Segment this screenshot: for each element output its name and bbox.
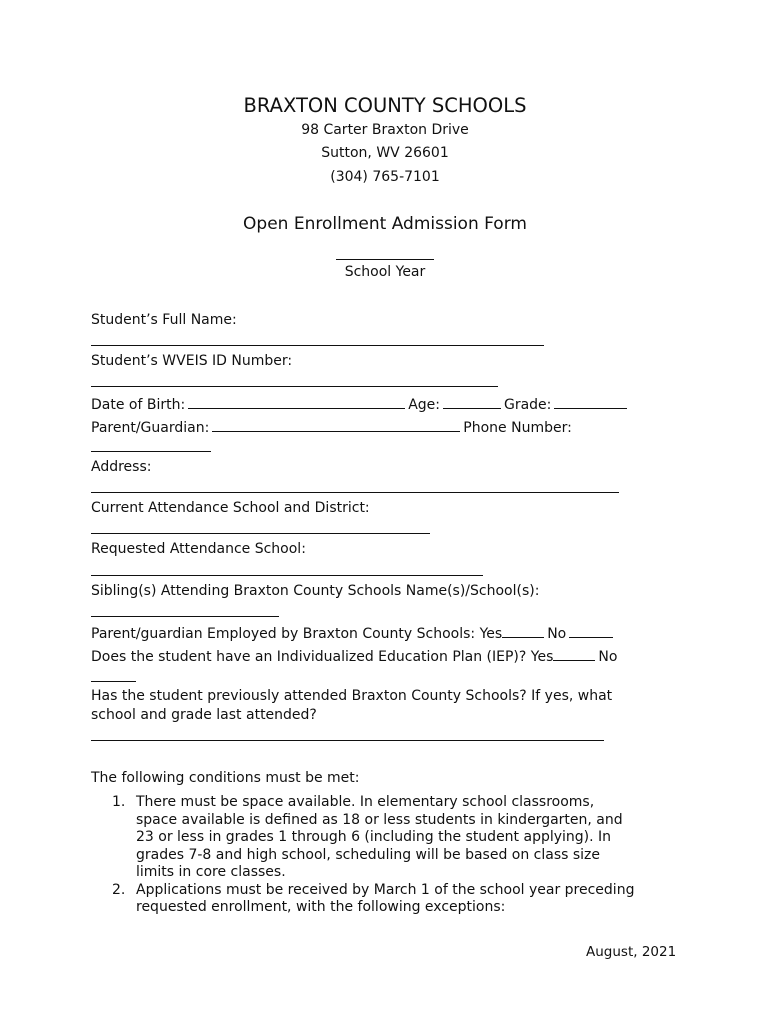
district-phone: (304) 765-7101 bbox=[330, 169, 440, 185]
parent-row bbox=[91, 418, 572, 437]
address-city: Sutton, WV 26601 bbox=[321, 145, 449, 161]
dob-label: Date of Birth: bbox=[91, 397, 186, 413]
wveis-id-label: Student’s WVEIS ID Number: bbox=[91, 353, 293, 369]
parent-guardian-label: Parent/Guardian: bbox=[91, 420, 210, 436]
condition-line: Applications must be received by March 1 of the school year preceding bbox=[136, 881, 635, 898]
iep-no-blank[interactable] bbox=[91, 681, 136, 682]
condition-line: limits in core classes. bbox=[136, 864, 286, 880]
condition-item-1 bbox=[112, 794, 692, 882]
previous-attendance-line2: school and grade last attended? bbox=[91, 707, 317, 723]
phone-number-blank[interactable] bbox=[91, 451, 211, 452]
requested-school-label: Requested Attendance School: bbox=[91, 541, 306, 557]
siblings-label: Sibling(s) Attending Braxton County Schools Name(s)/School(s): bbox=[91, 583, 540, 599]
address-blank[interactable] bbox=[91, 492, 619, 493]
iep-no-label: No bbox=[598, 649, 618, 665]
grade-blank[interactable] bbox=[554, 395, 627, 409]
district-title: BRAXTON COUNTY SCHOOLS bbox=[243, 94, 527, 117]
parent-guardian-blank[interactable] bbox=[212, 418, 460, 432]
wveis-id-blank[interactable] bbox=[91, 386, 498, 387]
employed-question: Parent/guardian Employed by Braxton County Schools: Yes bbox=[91, 626, 503, 642]
condition-line: requested enrollment, with the following exceptions: bbox=[136, 899, 506, 915]
dob-row bbox=[91, 395, 630, 414]
dob-blank[interactable] bbox=[188, 395, 405, 409]
iep-yes-blank[interactable] bbox=[553, 647, 595, 661]
form-title: Open Enrollment Admission Form bbox=[243, 214, 527, 234]
siblings-blank[interactable] bbox=[91, 616, 279, 617]
employed-no-blank[interactable] bbox=[569, 624, 613, 638]
employed-no-label: No bbox=[547, 626, 567, 642]
condition-line: space available is defined as 18 or less students in kindergarten, and bbox=[136, 811, 623, 828]
requested-school-blank[interactable] bbox=[91, 575, 483, 576]
grade-label: Grade: bbox=[503, 397, 552, 413]
condition-item-2 bbox=[112, 882, 692, 917]
employed-yes-blank[interactable] bbox=[502, 624, 544, 638]
age-label: Age: bbox=[408, 397, 440, 413]
student-name-blank[interactable] bbox=[91, 345, 544, 346]
address-label: Address: bbox=[91, 459, 152, 475]
phone-number-label: Phone Number: bbox=[463, 420, 572, 436]
address-street: 98 Carter Braxton Drive bbox=[301, 122, 469, 138]
iep-row bbox=[91, 647, 617, 666]
current-school-label: Current Attendance School and District: bbox=[91, 500, 370, 516]
iep-question: Does the student have an Individualized Education Plan (IEP)? Yes bbox=[91, 649, 554, 665]
conditions-list bbox=[112, 794, 692, 917]
school-year-blank[interactable] bbox=[336, 259, 434, 260]
previous-attendance-line1: Has the student previously attended Braxton County Schools? If yes, what bbox=[91, 688, 613, 704]
employed-row bbox=[91, 624, 616, 643]
condition-line: grades 7-8 and high school, scheduling will be based on class size bbox=[136, 846, 601, 863]
student-name-label: Student’s Full Name: bbox=[91, 312, 237, 328]
current-school-blank[interactable] bbox=[91, 533, 430, 534]
condition-number: 1. bbox=[112, 794, 126, 810]
age-blank[interactable] bbox=[443, 395, 501, 409]
condition-line: There must be space available. In elementary school classrooms, bbox=[136, 794, 595, 810]
condition-number: 2. bbox=[112, 881, 126, 898]
school-year-label: School Year bbox=[344, 264, 426, 280]
previous-attendance-blank[interactable] bbox=[91, 740, 604, 741]
footer-date: August, 2021 bbox=[586, 944, 677, 960]
conditions-intro: The following conditions must be met: bbox=[91, 770, 360, 786]
condition-line: 23 or less in grades 1 through 6 (including the student applying). In bbox=[136, 829, 612, 845]
